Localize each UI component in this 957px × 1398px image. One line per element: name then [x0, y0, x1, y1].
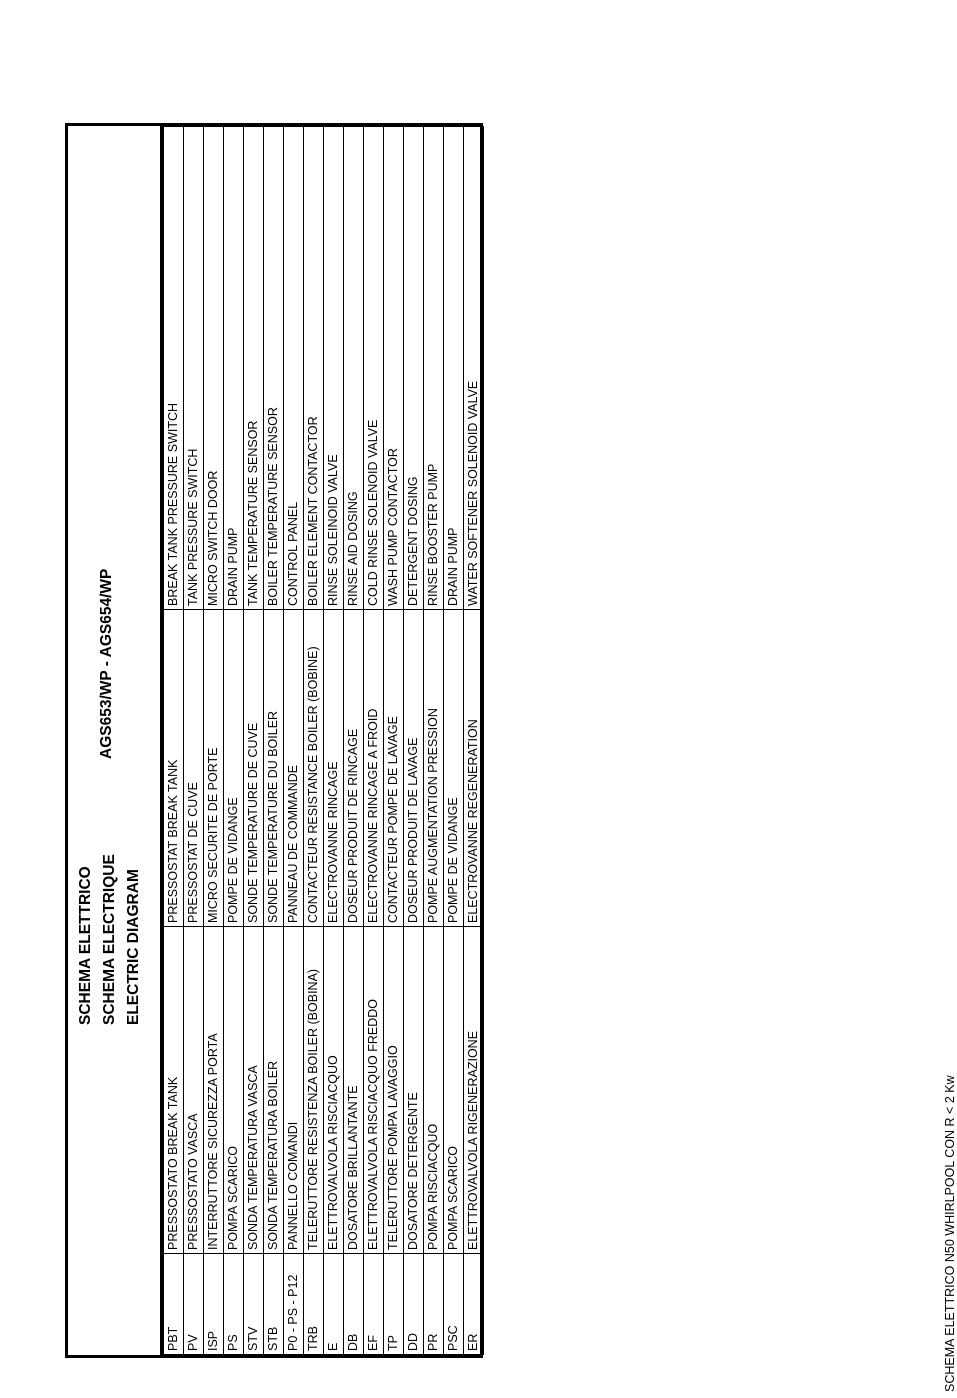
legend-cell-it: PRESSOSTATO BREAK TANK	[164, 927, 184, 1254]
legend-cell-code: E	[324, 1254, 344, 1355]
legend-cell-it: DOSATORE BRILLANTANTE	[344, 927, 364, 1254]
legend-cell-code: PSC	[444, 1254, 464, 1355]
legend-cell-en: DETERGENT DOSING	[404, 127, 424, 610]
legend-cell-it: SONDA TEMPERATURA BOILER	[264, 927, 284, 1254]
title-french: SCHEMA ELECTRIQUE	[101, 854, 118, 1025]
legend-cell-en: DRAIN PUMP	[224, 127, 244, 610]
legend-cell-fr: PRESSOSTAT DE CUVE	[184, 610, 204, 927]
legend-cell-it: POMPA SCARICO	[444, 927, 464, 1254]
component-legend-table	[163, 126, 484, 1355]
legend-cell-en: WATER SOFTENER SOLENOID VALVE	[464, 127, 484, 610]
legend-cell-fr: CONTACTEUR POMPE DE LAVAGE	[384, 610, 404, 927]
legend-cell-it: ELETTROVALVOLA RISCIACQUO FREDDO	[364, 927, 384, 1254]
legend-cell-en: TANK PRESSURE SWITCH	[184, 127, 204, 610]
legend-cell-en: CONTROL PANEL	[284, 127, 304, 610]
legend-cell-code: ISP	[204, 1254, 224, 1355]
legend-cell-en: RINSE BOOSTER PUMP	[424, 127, 444, 610]
legend-cell-fr: CONTACTEUR RESISTANCE BOILER (BOBINE)	[304, 610, 324, 927]
legend-cell-it: INTERRUTTORE SICUREZZA PORTA	[204, 927, 224, 1254]
table-row	[164, 127, 184, 1355]
legend-cell-code: STB	[264, 1254, 284, 1355]
legend-cell-en: COLD RINSE SOLENOID VALVE	[364, 127, 384, 610]
footer-caption: SCHEMA ELETTRICO N50 WHIRLPOOL CON R < 2 Kw	[943, 1075, 957, 1392]
legend-cell-code: PS	[224, 1254, 244, 1355]
legend-cell-code: TRB	[304, 1254, 324, 1355]
table-row	[444, 127, 464, 1355]
legend-cell-en: TANK TEMPERATURE SENSOR	[244, 127, 264, 610]
title-italian: SCHEMA ELETTRICO	[77, 866, 94, 1025]
table-row	[404, 127, 424, 1355]
model-numbers: AGS653/WP - AGS654/WP	[98, 568, 115, 759]
legend-cell-en: BREAK TANK PRESSURE SWITCH	[164, 127, 184, 610]
table-row	[184, 127, 204, 1355]
legend-cell-en: DRAIN PUMP	[444, 127, 464, 610]
legend-cell-it: PANNELLO COMANDI	[284, 927, 304, 1254]
legend-cell-it: PRESSOSTATO VASCA	[184, 927, 204, 1254]
legend-cell-it: ELETTROVALVOLA RISCIACQUO	[324, 927, 344, 1254]
legend-cell-code: PR	[424, 1254, 444, 1355]
legend-cell-code: P0 - PS - P12	[284, 1254, 304, 1355]
legend-cell-it: POMPA RISCIACQUO	[424, 927, 444, 1254]
legend-cell-it: SONDA TEMPERATURA VASCA	[244, 927, 264, 1254]
table-row	[464, 127, 484, 1355]
legend-cell-en: MICRO SWITCH DOOR	[204, 127, 224, 610]
legend-cell-fr: SONDE TEMPERATURE DE CUVE	[244, 610, 264, 927]
legend-cell-code: EF	[364, 1254, 384, 1355]
legend-cell-fr: ELECTROVANNE REGENERATION	[464, 610, 484, 927]
table-row	[204, 127, 224, 1355]
legend-cell-fr: PRESSOSTAT BREAK TANK	[164, 610, 184, 927]
legend-body	[164, 127, 484, 1355]
table-row	[284, 127, 304, 1355]
legend-cell-it: DOSATORE DETERGENTE	[404, 927, 424, 1254]
legend-cell-fr: PANNEAU DE COMMANDE	[284, 610, 304, 927]
legend-cell-fr: DOSEUR PRODUIT DE RINCAGE	[344, 610, 364, 927]
table-row	[384, 127, 404, 1355]
table-row	[364, 127, 384, 1355]
legend-cell-fr: POMPE DE VIDANGE	[444, 610, 464, 927]
legend-cell-fr: ELECTROVANNE RINCAGE	[324, 610, 344, 927]
legend-cell-fr: MICRO SECURITE DE PORTE	[204, 610, 224, 927]
table-row	[264, 127, 284, 1355]
legend-cell-it: POMPA SCARICO	[224, 927, 244, 1254]
title-english: ELECTRIC DIAGRAM	[125, 869, 142, 1025]
legend-cell-it: ELETTROVALVOLA RIGENERAZIONE	[464, 927, 484, 1254]
legend-cell-fr: SONDE TEMPERATURE DU BOILER	[264, 610, 284, 927]
legend-cell-en: RINSE SOLEINOID VALVE	[324, 127, 344, 610]
legend-cell-code: DD	[404, 1254, 424, 1355]
sheet-header	[68, 126, 163, 1355]
legend-cell-it: TELERUTTORE RESISTENZA BOILER (BOBINA)	[304, 927, 324, 1254]
legend-cell-fr: POMPE DE VIDANGE	[224, 610, 244, 927]
legend-cell-en: RINSE AID DOSING	[344, 127, 364, 610]
table-row	[224, 127, 244, 1355]
table-row	[424, 127, 444, 1355]
legend-cell-en: WASH PUMP CONTACTOR	[384, 127, 404, 610]
table-row	[304, 127, 324, 1355]
legend-cell-fr: POMPE AUGMENTATION PRESSION	[424, 610, 444, 927]
table-row	[344, 127, 364, 1355]
electric-diagram-sheet	[65, 123, 483, 1358]
table-row	[244, 127, 264, 1355]
legend-cell-code: ER	[464, 1254, 484, 1355]
legend-cell-code: DB	[344, 1254, 364, 1355]
legend-cell-en: BOILER TEMPERATURE SENSOR	[264, 127, 284, 610]
legend-cell-en: BOILER ELEMENT CONTACTOR	[304, 127, 324, 610]
legend-cell-code: STV	[244, 1254, 264, 1355]
legend-cell-it: TELERUTTORE POMPA LAVAGGIO	[384, 927, 404, 1254]
legend-cell-fr: DOSEUR PRODUIT DE LAVAGE	[404, 610, 424, 927]
legend-cell-code: PV	[184, 1254, 204, 1355]
table-row	[324, 127, 344, 1355]
legend-cell-code: PBT	[164, 1254, 184, 1355]
legend-cell-code: TP	[384, 1254, 404, 1355]
header-titles	[74, 854, 146, 1025]
legend-cell-fr: ELECTROVANNE RINCAGE A FROID	[364, 610, 384, 927]
